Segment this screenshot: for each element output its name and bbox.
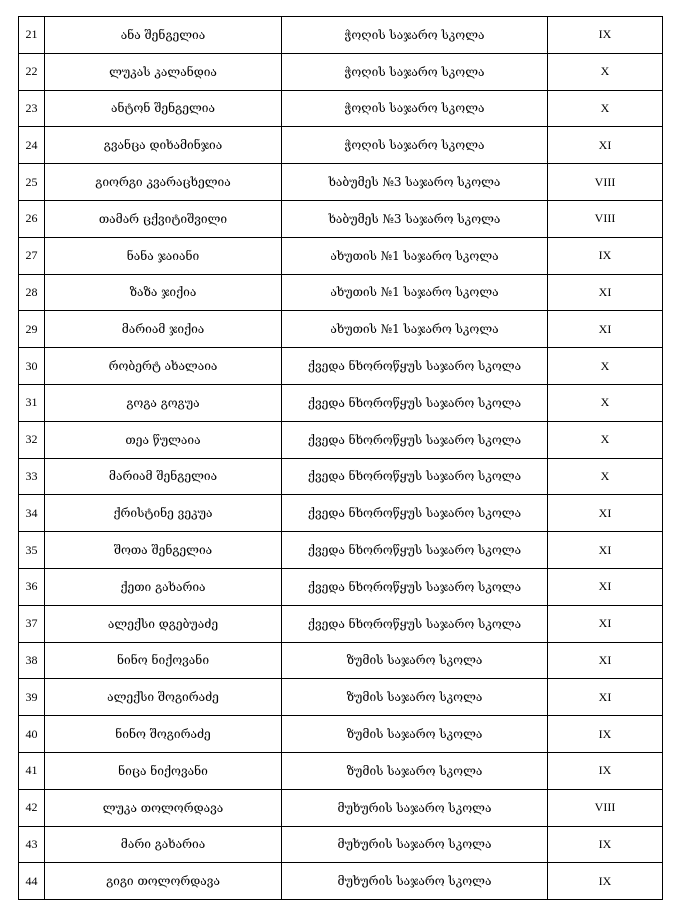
grade-cell: X [548,458,663,495]
student-name-cell: ნიცა ნიქოვანი [45,752,282,789]
table-row [19,127,663,164]
school-name-cell: ქვედა ნხოროწყუს საჯარო სკოლა [282,458,548,495]
row-number-cell: 44 [19,863,45,900]
table-row [19,826,663,863]
grade-cell: XI [548,532,663,569]
grade-cell: IX [548,752,663,789]
table-row [19,53,663,90]
grade-cell: VIII [548,164,663,201]
table-row [19,311,663,348]
row-number-cell: 36 [19,568,45,605]
school-name-cell: ქვედა ნხოროწყუს საჯარო სკოლა [282,421,548,458]
school-name-cell: ხაბუმეს №3 საჯარო სკოლა [282,200,548,237]
table-row [19,532,663,569]
table-row [19,384,663,421]
table-row [19,90,663,127]
table-row [19,495,663,532]
row-number-cell: 27 [19,237,45,274]
student-name-cell: ქრისტინე ვეკუა [45,495,282,532]
table-row [19,164,663,201]
school-name-cell: ქვედა ნხოროწყუს საჯარო სკოლა [282,348,548,385]
grade-cell: IX [548,17,663,54]
grade-cell: VIII [548,200,663,237]
row-number-cell: 37 [19,605,45,642]
school-name-cell: ზუმის საჯარო სკოლა [282,752,548,789]
table-row [19,605,663,642]
row-number-cell: 31 [19,384,45,421]
table-row [19,421,663,458]
school-name-cell: ქვედა ნხოროწყუს საჯარო სკოლა [282,605,548,642]
school-name-cell: ჭოღის საჯარო სკოლა [282,17,548,54]
school-name-cell: ქვედა ნხოროწყუს საჯარო სკოლა [282,568,548,605]
row-number-cell: 35 [19,532,45,569]
student-name-cell: ალექსი შოგირაძე [45,679,282,716]
student-name-cell: მარი გახარია [45,826,282,863]
student-name-cell: მარიამ შენგელია [45,458,282,495]
table-row [19,568,663,605]
grade-cell: XI [548,495,663,532]
student-roster-table [18,16,663,900]
grade-cell: X [548,348,663,385]
table-row [19,679,663,716]
row-number-cell: 32 [19,421,45,458]
table-row [19,789,663,826]
row-number-cell: 38 [19,642,45,679]
grade-cell: X [548,90,663,127]
student-name-cell: ლუკა თოლორდავა [45,789,282,826]
grade-cell: XI [548,274,663,311]
row-number-cell: 30 [19,348,45,385]
student-name-cell: ქეთი გახარია [45,568,282,605]
table-row [19,716,663,753]
roster-body [19,17,663,900]
student-name-cell: ანა შენგელია [45,17,282,54]
grade-cell: X [548,384,663,421]
grade-cell: IX [548,826,663,863]
row-number-cell: 21 [19,17,45,54]
row-number-cell: 26 [19,200,45,237]
row-number-cell: 23 [19,90,45,127]
grade-cell: XI [548,127,663,164]
student-name-cell: გოგა გოგუა [45,384,282,421]
student-name-cell: ნანა ჯაიანი [45,237,282,274]
school-name-cell: ქვედა ნხოროწყუს საჯარო სკოლა [282,384,548,421]
school-name-cell: ახუთის №1 საჯარო სკოლა [282,237,548,274]
grade-cell: XI [548,605,663,642]
grade-cell: XI [548,311,663,348]
school-name-cell: ახუთის №1 საჯარო სკოლა [282,274,548,311]
school-name-cell: ჭოღის საჯარო სკოლა [282,53,548,90]
row-number-cell: 24 [19,127,45,164]
row-number-cell: 22 [19,53,45,90]
student-name-cell: რობერტ ახალაია [45,348,282,385]
school-name-cell: ქვედა ნხოროწყუს საჯარო სკოლა [282,495,548,532]
student-name-cell: მარიამ ჯიქია [45,311,282,348]
row-number-cell: 33 [19,458,45,495]
school-name-cell: მუხურის საჯარო სკოლა [282,826,548,863]
table-row [19,752,663,789]
student-name-cell: გვანცა დიხამინჯია [45,127,282,164]
school-name-cell: ზუმის საჯარო სკოლა [282,716,548,753]
school-name-cell: მუხურის საჯარო სკოლა [282,863,548,900]
student-name-cell: ანტონ შენგელია [45,90,282,127]
grade-cell: IX [548,716,663,753]
student-name-cell: ზაზა ჯიქია [45,274,282,311]
table-row [19,200,663,237]
student-name-cell: ლუკას კალანდია [45,53,282,90]
school-name-cell: ჭოღის საჯარო სკოლა [282,90,548,127]
table-row [19,17,663,54]
row-number-cell: 43 [19,826,45,863]
student-name-cell: შოთა შენგელია [45,532,282,569]
student-name-cell: თეა წულაია [45,421,282,458]
grade-cell: IX [548,237,663,274]
school-name-cell: ჭოღის საჯარო სკოლა [282,127,548,164]
school-name-cell: მუხურის საჯარო სკოლა [282,789,548,826]
school-name-cell: ახუთის №1 საჯარო სკოლა [282,311,548,348]
grade-cell: VIII [548,789,663,826]
table-row [19,863,663,900]
row-number-cell: 25 [19,164,45,201]
school-name-cell: ქვედა ნხოროწყუს საჯარო სკოლა [282,532,548,569]
table-row [19,642,663,679]
row-number-cell: 40 [19,716,45,753]
table-row [19,237,663,274]
grade-cell: XI [548,642,663,679]
grade-cell: X [548,53,663,90]
grade-cell: IX [548,863,663,900]
student-name-cell: გიორგი კვარაცხელია [45,164,282,201]
table-row [19,458,663,495]
student-name-cell: გიგი თოლორდავა [45,863,282,900]
student-name-cell: ალექსი დგებუაძე [45,605,282,642]
student-name-cell: თამარ ცქვიტიშვილი [45,200,282,237]
grade-cell: X [548,421,663,458]
row-number-cell: 29 [19,311,45,348]
student-name-cell: ნინო შოგირაძე [45,716,282,753]
school-name-cell: ზუმის საჯარო სკოლა [282,679,548,716]
grade-cell: XI [548,679,663,716]
row-number-cell: 41 [19,752,45,789]
row-number-cell: 42 [19,789,45,826]
grade-cell: XI [548,568,663,605]
student-name-cell: ნინო ნიქოვანი [45,642,282,679]
table-row [19,348,663,385]
table-row [19,274,663,311]
row-number-cell: 28 [19,274,45,311]
school-name-cell: ზუმის საჯარო სკოლა [282,642,548,679]
row-number-cell: 39 [19,679,45,716]
row-number-cell: 34 [19,495,45,532]
school-name-cell: ხაბუმეს №3 საჯარო სკოლა [282,164,548,201]
